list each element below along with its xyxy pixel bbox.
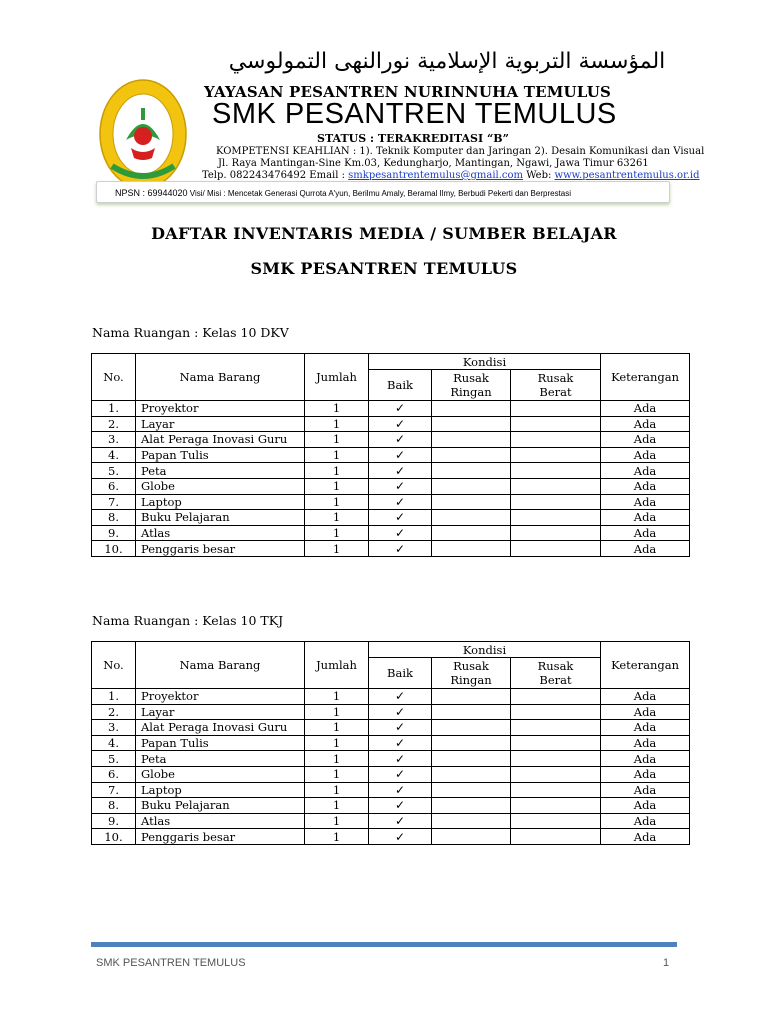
footer-school-name: SMK PESANTREN TEMULUS xyxy=(96,957,246,969)
row-no: 2. xyxy=(92,416,136,432)
col-header-nama-barang: Nama Barang xyxy=(136,642,305,689)
row-item-name: Atlas xyxy=(136,813,305,829)
row-condition-rusak-ringan xyxy=(432,525,511,541)
row-condition-rusak-berat xyxy=(511,813,601,829)
check-icon: ✓ xyxy=(369,735,432,751)
room-label-tkj: Nama Ruangan : Kelas 10 TKJ xyxy=(92,613,284,628)
row-no: 7. xyxy=(92,494,136,510)
school-name: SMK PESANTREN TEMULUS xyxy=(212,98,617,130)
table-row xyxy=(92,766,690,782)
col-header-no: No. xyxy=(92,354,136,401)
row-keterangan: Ada xyxy=(601,494,690,510)
row-keterangan: Ada xyxy=(601,766,690,782)
row-condition-rusak-berat xyxy=(511,432,601,448)
row-condition-rusak-berat xyxy=(511,751,601,767)
row-keterangan: Ada xyxy=(601,813,690,829)
check-icon: ✓ xyxy=(369,541,432,557)
row-item-name: Layar xyxy=(136,704,305,720)
row-quantity: 1 xyxy=(305,689,369,705)
row-keterangan: Ada xyxy=(601,782,690,798)
row-item-name: Peta xyxy=(136,751,305,767)
row-keterangan: Ada xyxy=(601,689,690,705)
row-no: 1. xyxy=(92,401,136,417)
row-condition-rusak-berat xyxy=(511,494,601,510)
row-keterangan: Ada xyxy=(601,720,690,736)
row-keterangan: Ada xyxy=(601,416,690,432)
vision-mission-text: Visi/ Misi : Mencetak Generasi Qurrota A'yun, Berilmu Amaly, Beramal Ilmy, Berbudi Pekerti dan Berprestasi xyxy=(187,189,572,198)
check-icon: ✓ xyxy=(369,813,432,829)
check-icon: ✓ xyxy=(369,704,432,720)
col-header-rusak-berat: Rusak Berat xyxy=(511,370,601,401)
check-icon: ✓ xyxy=(369,829,432,845)
npsn-vision-bar xyxy=(96,181,670,203)
row-item-name: Alat Peraga Inovasi Guru xyxy=(136,432,305,448)
col-header-baik: Baik xyxy=(369,658,432,689)
row-quantity: 1 xyxy=(305,416,369,432)
page-number: 1 xyxy=(663,957,670,969)
row-condition-rusak-ringan xyxy=(432,510,511,526)
row-quantity: 1 xyxy=(305,813,369,829)
table-row xyxy=(92,416,690,432)
check-icon: ✓ xyxy=(369,447,432,463)
table-row xyxy=(92,813,690,829)
competency-text: KOMPETENSI KEAHLIAN : 1). Teknik Komputer dan Jaringan 2). Desain Komunikasi dan Visual xyxy=(216,146,705,157)
check-icon: ✓ xyxy=(369,510,432,526)
check-icon: ✓ xyxy=(369,494,432,510)
row-item-name: Buku Pelajaran xyxy=(136,798,305,814)
row-condition-rusak-ringan xyxy=(432,478,511,494)
document-title: DAFTAR INVENTARIS MEDIA / SUMBER BELAJAR xyxy=(151,224,617,243)
row-condition-rusak-berat xyxy=(511,541,601,557)
col-header-rusak-ringan: Rusak Ringan xyxy=(432,370,511,401)
row-item-name: Buku Pelajaran xyxy=(136,510,305,526)
col-header-jumlah: Jumlah xyxy=(305,354,369,401)
check-icon: ✓ xyxy=(369,798,432,814)
row-condition-rusak-berat xyxy=(511,735,601,751)
col-header-keterangan: Keterangan xyxy=(601,642,690,689)
row-condition-rusak-ringan xyxy=(432,829,511,845)
row-condition-rusak-ringan xyxy=(432,704,511,720)
row-condition-rusak-ringan xyxy=(432,751,511,767)
row-condition-rusak-ringan xyxy=(432,720,511,736)
check-icon: ✓ xyxy=(369,689,432,705)
row-quantity: 1 xyxy=(305,447,369,463)
row-condition-rusak-ringan xyxy=(432,735,511,751)
row-no: 9. xyxy=(92,813,136,829)
table-row xyxy=(92,782,690,798)
foundation-name: YAYASAN PESANTREN NURINNUHA TEMULUS xyxy=(204,83,612,101)
row-item-name: Papan Tulis xyxy=(136,447,305,463)
row-no: 3. xyxy=(92,720,136,736)
row-keterangan: Ada xyxy=(601,751,690,767)
row-quantity: 1 xyxy=(305,782,369,798)
row-condition-rusak-ringan xyxy=(432,689,511,705)
table-row xyxy=(92,735,690,751)
row-condition-rusak-ringan xyxy=(432,463,511,479)
check-icon: ✓ xyxy=(369,432,432,448)
phone-text: Telp. 082243476492 Email : xyxy=(202,170,349,181)
table-row xyxy=(92,689,690,705)
col-header-baik: Baik xyxy=(369,370,432,401)
room-label-dkv: Nama Ruangan : Kelas 10 DKV xyxy=(92,325,289,340)
row-quantity: 1 xyxy=(305,720,369,736)
row-condition-rusak-berat xyxy=(511,416,601,432)
check-icon: ✓ xyxy=(369,720,432,736)
row-no: 8. xyxy=(92,798,136,814)
table-row xyxy=(92,798,690,814)
col-header-kondisi: Kondisi xyxy=(369,642,601,658)
row-no: 4. xyxy=(92,447,136,463)
row-condition-rusak-ringan xyxy=(432,432,511,448)
row-condition-rusak-ringan xyxy=(432,494,511,510)
row-condition-rusak-ringan xyxy=(432,401,511,417)
table-row xyxy=(92,829,690,845)
npsn-text: NPSN : 69944020 xyxy=(115,188,188,198)
check-icon: ✓ xyxy=(369,401,432,417)
row-item-name: Layar xyxy=(136,416,305,432)
row-quantity: 1 xyxy=(305,735,369,751)
row-item-name: Papan Tulis xyxy=(136,735,305,751)
row-quantity: 1 xyxy=(305,525,369,541)
address-text: Jl. Raya Mantingan-Sine Km.03, Kedungharjo, Mantingan, Ngawi, Jawa Timur 63261 xyxy=(218,158,649,169)
check-icon: ✓ xyxy=(369,478,432,494)
row-keterangan: Ada xyxy=(601,401,690,417)
row-quantity: 1 xyxy=(305,798,369,814)
row-quantity: 1 xyxy=(305,541,369,557)
row-item-name: Penggaris besar xyxy=(136,541,305,557)
col-header-keterangan: Keterangan xyxy=(601,354,690,401)
row-keterangan: Ada xyxy=(601,829,690,845)
row-no: 4. xyxy=(92,735,136,751)
col-header-kondisi: Kondisi xyxy=(369,354,601,370)
row-quantity: 1 xyxy=(305,766,369,782)
row-condition-rusak-ringan xyxy=(432,813,511,829)
row-condition-rusak-ringan xyxy=(432,782,511,798)
check-icon: ✓ xyxy=(369,751,432,767)
inventory-table-tkj xyxy=(91,641,690,845)
web-link[interactable]: www.pesantrentemulus.or.id xyxy=(554,170,700,181)
email-link[interactable]: smkpesantrentemulus@gmail.com xyxy=(348,170,524,181)
web-label: Web: xyxy=(523,170,555,181)
row-condition-rusak-ringan xyxy=(432,447,511,463)
table-row xyxy=(92,432,690,448)
row-condition-rusak-berat xyxy=(511,798,601,814)
row-no: 10. xyxy=(92,829,136,845)
check-icon: ✓ xyxy=(369,525,432,541)
row-condition-rusak-berat xyxy=(511,766,601,782)
row-condition-rusak-berat xyxy=(511,447,601,463)
row-quantity: 1 xyxy=(305,510,369,526)
row-no: 6. xyxy=(92,766,136,782)
accreditation-status: STATUS : TERAKREDITASI “B” xyxy=(317,132,509,145)
row-quantity: 1 xyxy=(305,463,369,479)
document-subtitle: SMK PESANTREN TEMULUS xyxy=(250,259,518,278)
row-condition-rusak-ringan xyxy=(432,541,511,557)
col-header-nama-barang: Nama Barang xyxy=(136,354,305,401)
row-condition-rusak-ringan xyxy=(432,766,511,782)
table-row xyxy=(92,447,690,463)
row-keterangan: Ada xyxy=(601,798,690,814)
row-quantity: 1 xyxy=(305,432,369,448)
row-no: 5. xyxy=(92,463,136,479)
row-item-name: Proyektor xyxy=(136,689,305,705)
table-row xyxy=(92,401,690,417)
school-logo xyxy=(98,78,188,190)
inventory-rows xyxy=(92,401,690,557)
contact-line xyxy=(202,170,700,181)
row-keterangan: Ada xyxy=(601,735,690,751)
row-condition-rusak-berat xyxy=(511,463,601,479)
check-icon: ✓ xyxy=(369,416,432,432)
row-condition-rusak-berat xyxy=(511,401,601,417)
row-no: 1. xyxy=(92,689,136,705)
row-condition-rusak-berat xyxy=(511,829,601,845)
inventory-rows xyxy=(92,689,690,845)
row-item-name: Globe xyxy=(136,766,305,782)
arabic-foundation-name: المؤسسة التربوية الإسلامية نورالنهى التمولوسي xyxy=(228,49,666,74)
table-row xyxy=(92,751,690,767)
row-no: 2. xyxy=(92,704,136,720)
check-icon: ✓ xyxy=(369,782,432,798)
col-header-rusak-berat: Rusak Berat xyxy=(511,658,601,689)
row-no: 6. xyxy=(92,478,136,494)
row-condition-rusak-ringan xyxy=(432,798,511,814)
row-quantity: 1 xyxy=(305,494,369,510)
row-keterangan: Ada xyxy=(601,541,690,557)
row-keterangan: Ada xyxy=(601,447,690,463)
footer-rule xyxy=(91,942,677,947)
row-item-name: Proyektor xyxy=(136,401,305,417)
table-row xyxy=(92,704,690,720)
row-condition-rusak-berat xyxy=(511,704,601,720)
row-keterangan: Ada xyxy=(601,463,690,479)
row-no: 9. xyxy=(92,525,136,541)
row-quantity: 1 xyxy=(305,704,369,720)
row-item-name: Alat Peraga Inovasi Guru xyxy=(136,720,305,736)
table-row xyxy=(92,525,690,541)
row-condition-rusak-berat xyxy=(511,510,601,526)
row-no: 5. xyxy=(92,751,136,767)
row-item-name: Penggaris besar xyxy=(136,829,305,845)
row-keterangan: Ada xyxy=(601,704,690,720)
col-header-jumlah: Jumlah xyxy=(305,642,369,689)
row-keterangan: Ada xyxy=(601,432,690,448)
row-quantity: 1 xyxy=(305,829,369,845)
row-keterangan: Ada xyxy=(601,525,690,541)
row-item-name: Atlas xyxy=(136,525,305,541)
row-condition-rusak-berat xyxy=(511,689,601,705)
table-row xyxy=(92,463,690,479)
row-no: 3. xyxy=(92,432,136,448)
row-item-name: Globe xyxy=(136,478,305,494)
table-row xyxy=(92,541,690,557)
row-condition-rusak-ringan xyxy=(432,416,511,432)
row-keterangan: Ada xyxy=(601,510,690,526)
col-header-no: No. xyxy=(92,642,136,689)
row-no: 10. xyxy=(92,541,136,557)
check-icon: ✓ xyxy=(369,463,432,479)
row-quantity: 1 xyxy=(305,401,369,417)
check-icon: ✓ xyxy=(369,766,432,782)
row-quantity: 1 xyxy=(305,751,369,767)
row-item-name: Peta xyxy=(136,463,305,479)
table-row xyxy=(92,494,690,510)
table-row xyxy=(92,510,690,526)
row-item-name: Laptop xyxy=(136,782,305,798)
row-condition-rusak-berat xyxy=(511,525,601,541)
row-quantity: 1 xyxy=(305,478,369,494)
letterhead xyxy=(92,40,705,206)
col-header-rusak-ringan: Rusak Ringan xyxy=(432,658,511,689)
row-condition-rusak-berat xyxy=(511,478,601,494)
row-condition-rusak-berat xyxy=(511,720,601,736)
row-item-name: Laptop xyxy=(136,494,305,510)
row-no: 8. xyxy=(92,510,136,526)
row-no: 7. xyxy=(92,782,136,798)
inventory-table-dkv xyxy=(91,353,690,557)
row-condition-rusak-berat xyxy=(511,782,601,798)
row-keterangan: Ada xyxy=(601,478,690,494)
table-row xyxy=(92,478,690,494)
table-row xyxy=(92,720,690,736)
